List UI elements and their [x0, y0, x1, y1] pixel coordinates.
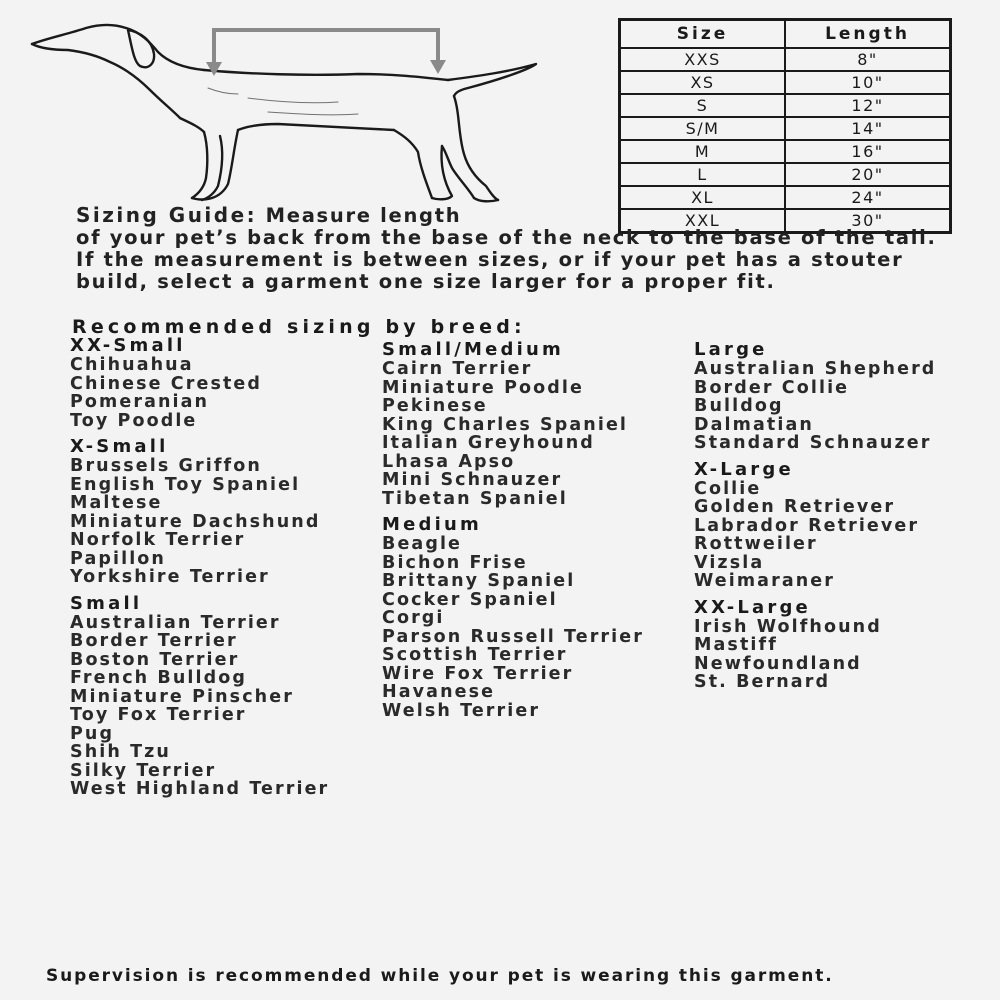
list-item: Miniature Poodle	[382, 377, 584, 398]
list-item: Pomeranian	[70, 392, 210, 412]
breed-group	[70, 335, 329, 430]
list-item: Labrador Retriever	[694, 515, 920, 536]
list-item: Welsh Terrier	[382, 700, 541, 721]
list-item: Chinese Crested	[70, 373, 263, 394]
table-row	[620, 71, 951, 94]
size-cell: XXL	[620, 209, 786, 233]
breed-group-title: Small/Medium	[382, 339, 564, 360]
list-item: Brittany Spaniel	[382, 571, 576, 591]
list-item: Bulldog	[694, 396, 784, 416]
breed-group	[382, 514, 644, 720]
list-item: Bichon Frise	[382, 552, 528, 573]
size-cell: XS	[620, 71, 786, 94]
length-cell: 10"	[785, 71, 951, 94]
sizing-guide-text: of your pet’s back from the base of the neck to the base of the tail. If the measurement is between sizes, or if your pet has a stouter build, select a garment one size larger for a proper fit.	[76, 226, 937, 293]
size-column-header: Size	[620, 20, 786, 49]
list-item: Mastiff	[694, 635, 778, 655]
list-item: Miniature Dachshund	[70, 511, 321, 532]
list-item: Mini Schnauzer	[382, 470, 563, 490]
table-header-row	[620, 20, 951, 49]
breed-column-3	[694, 339, 936, 692]
sizing-guide-label: Sizing Guide:	[76, 203, 258, 227]
list-item: Wire Fox Terrier	[382, 663, 574, 684]
size-cell: XL	[620, 186, 786, 209]
list-item: Border Terrier	[70, 631, 238, 651]
list-item: Australian Shepherd	[694, 359, 937, 379]
list-item: Boston Terrier	[70, 649, 240, 670]
list-item: Papillon	[70, 548, 166, 569]
list-item: Standard Schnauzer	[694, 433, 932, 453]
list-item: Collie	[694, 478, 762, 499]
breed-group	[694, 597, 936, 692]
length-cell: 24"	[785, 186, 951, 209]
length-cell: 14"	[785, 117, 951, 140]
sizing-guide-lead-line	[76, 204, 596, 227]
size-cell: M	[620, 140, 786, 163]
size-cell: S	[620, 94, 786, 117]
list-item: Cocker Spaniel	[382, 589, 558, 610]
list-item: French Bulldog	[70, 668, 247, 688]
list-item: Silky Terrier	[70, 760, 217, 781]
list-item: Miniature Pinscher	[70, 686, 294, 707]
list-item: Brussels Griffon	[70, 456, 262, 476]
length-cell: 30"	[785, 209, 951, 233]
list-item: Havanese	[382, 682, 496, 702]
breed-column-2	[382, 339, 644, 720]
breed-group-title: XX-Large	[694, 596, 811, 618]
table-row	[620, 48, 951, 71]
list-item: Italian Greyhound	[382, 433, 595, 453]
list-item: St. Bernard	[694, 672, 831, 692]
list-item: Rottweiler	[694, 534, 818, 554]
list-item: Chihuahua	[70, 355, 194, 375]
list-item: English Toy Spaniel	[70, 474, 301, 495]
breed-group-title: Small	[70, 592, 143, 614]
table-row	[620, 140, 951, 163]
list-item: Irish Wolfhound	[694, 616, 882, 637]
list-item: Toy Fox Terrier	[70, 705, 247, 725]
list-item: Border Collie	[694, 377, 850, 398]
breed-group	[70, 593, 329, 799]
table-row	[620, 117, 951, 140]
list-item: Cairn Terrier	[382, 359, 533, 379]
breed-group-title: XX-Small	[70, 335, 186, 356]
list-item: Pug	[70, 723, 115, 744]
list-item: Dalmatian	[694, 414, 814, 435]
size-cell: XXS	[620, 48, 786, 71]
recommended-sizing-heading: Recommended sizing by breed:	[72, 316, 526, 338]
list-item: Vizsla	[694, 552, 765, 573]
breed-column-1	[70, 335, 329, 799]
list-item: Australian Terrier	[70, 612, 281, 633]
list-item: Toy Poodle	[70, 410, 198, 431]
list-item: Tibetan Spaniel	[382, 488, 568, 509]
sizing-guide-paragraph	[76, 204, 956, 293]
list-item: Maltese	[70, 493, 163, 513]
list-item: Yorkshire Terrier	[70, 567, 270, 587]
size-cell: L	[620, 163, 786, 186]
list-item: Golden Retriever	[694, 497, 896, 517]
breed-group	[70, 436, 329, 587]
list-item: Corgi	[382, 608, 445, 628]
list-item: Parson Russell Terrier	[382, 626, 644, 647]
supervision-notice: Supervision is recommended while your pet is wearing this garment.	[46, 966, 834, 986]
list-item: Lhasa Apso	[382, 451, 516, 472]
list-item: Pekinese	[382, 396, 488, 416]
breed-group	[382, 339, 644, 508]
size-length-table	[618, 18, 952, 234]
list-item: Newfoundland	[694, 653, 862, 674]
length-cell: 12"	[785, 94, 951, 117]
size-cell: S/M	[620, 117, 786, 140]
length-cell: 20"	[785, 163, 951, 186]
list-item: Weimaraner	[694, 571, 835, 591]
breed-group-title: Large	[694, 339, 768, 360]
breed-group	[694, 339, 936, 453]
dog-measurement-illustration-icon	[28, 18, 548, 208]
breed-group-title: X-Small	[70, 436, 169, 457]
breed-group-title: Medium	[382, 514, 482, 535]
length-cell: 16"	[785, 140, 951, 163]
breed-group	[694, 459, 936, 591]
list-item: Beagle	[382, 534, 463, 554]
breed-group-title: X-Large	[694, 458, 794, 480]
list-item: King Charles Spaniel	[382, 414, 629, 435]
length-cell: 8"	[785, 48, 951, 71]
sizing-guide-lead-text: Measure length	[257, 204, 462, 227]
list-item: Norfolk Terrier	[70, 530, 246, 550]
list-item: West Highland Terrier	[70, 779, 330, 799]
table-row	[620, 163, 951, 186]
list-item: Scottish Terrier	[382, 645, 568, 665]
list-item: Shih Tzu	[70, 742, 171, 762]
table-row	[620, 94, 951, 117]
length-column-header: Length	[785, 20, 951, 49]
